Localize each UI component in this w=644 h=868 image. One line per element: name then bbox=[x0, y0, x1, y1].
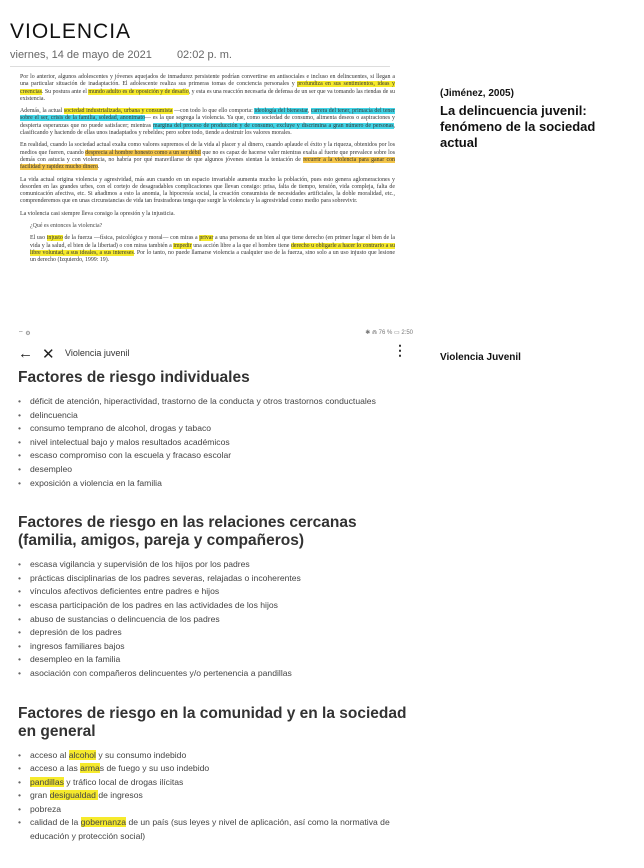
scan-question: ¿Qué es entonces la violencia? bbox=[30, 223, 103, 230]
list-item: • pobreza bbox=[18, 803, 413, 817]
risk-factors-content bbox=[18, 369, 413, 868]
list-item: • consumo temprano de alcohol, drogas y tabaco bbox=[18, 422, 413, 436]
highlighted-text: gobernanza bbox=[80, 817, 127, 828]
list-item: • ingresos familiares bajos bbox=[18, 640, 413, 654]
risk-list bbox=[18, 558, 413, 680]
scan-paragraph-3: En realidad, cuando la sociedad actual exalta como valores supremos el de la vida al placer y al dinero, cuando aplaude el éxito y la riqueza, obtenidos por los medios que fueren, cuando desprecia al hombre honesto como a un ser débil que no es capaz de hacerse valer mientras exalta al fuerte que prevalece sobre los demás con astucia y con violencia, no habría por qué maravillarse de que algunos jóvenes sientan la tentación de recurrir a la violencia para ganar con facilidad y rapidez mucho dinero. bbox=[20, 142, 396, 171]
section-heading: Factores de riesgo en las relaciones cercanas (familia, amigos, pareja y compañeros) bbox=[18, 514, 357, 550]
app-title: Violencia juvenil bbox=[65, 348, 130, 358]
phone-status-bar bbox=[18, 327, 413, 339]
list-item: • prácticas disciplinarias de los padres severas, relajadas o incoherentes bbox=[18, 572, 413, 586]
list-item: • pandillas y tráfico local de drogas ilícitas bbox=[18, 776, 413, 790]
list-item: • delincuencia bbox=[18, 409, 413, 423]
reference-title: La delincuencia juvenil: fenómeno de la sociedad actual bbox=[440, 103, 596, 150]
list-item: • abuso de sustancias o delincuencia de los padres bbox=[18, 613, 413, 627]
risk-list bbox=[18, 395, 413, 490]
list-item: • nivel intelectual bajo y malos resultados académicos bbox=[18, 436, 413, 450]
more-menu-icon[interactable]: ⋮ bbox=[393, 342, 407, 358]
scan-paragraph-5: La violencia casi siempre lleva consigo la opresión y la injusticia. bbox=[20, 210, 175, 217]
list-item: • acceso al alcohol y su consumo indebido bbox=[18, 749, 413, 763]
list-item: • asociación con compañeros delincuentes y/o pertenencia a pandillas bbox=[18, 667, 413, 681]
phone-app-bar bbox=[18, 343, 413, 365]
status-right: ✱ ⋒ 76 % ▭ 2:50 bbox=[365, 330, 413, 336]
list-item: • desempleo bbox=[18, 463, 413, 477]
list-item: • desempleo en la familia bbox=[18, 653, 413, 667]
highlighted-text: arma bbox=[80, 763, 100, 774]
status-left: ⌔ ⚙ bbox=[18, 331, 31, 337]
section-relationships bbox=[18, 514, 413, 680]
scanned-book-page bbox=[20, 74, 395, 320]
list-item: • gran desigualdad de ingresos bbox=[18, 789, 413, 803]
highlighted-text: alcohol bbox=[68, 749, 96, 760]
divider bbox=[10, 66, 390, 67]
list-item: • vínculos afectivos deficientes entre padres e hijos bbox=[18, 585, 413, 599]
note-time: 02:02 p. m. bbox=[176, 49, 232, 61]
highlighted-text: pandillas bbox=[30, 776, 64, 787]
list-item: • exposición a violencia en la familia bbox=[18, 477, 413, 491]
scan-paragraph-7: El uso injusto de la fuerza —física, psicológica y moral— con miras a privar a una persona de un bien al que tiene derecho (en primer lugar el bien de la vida y la salud, el bien de la libertad) o con miras también a impedir una acción libre a la que el hombre tiene derecho u obligarle a hacer lo contrario a su libre voluntad, a sus ideales, a sus intereses. Por lo tanto, no puede llamarse violencia a cualquier uso de la fuerza, sino solo a un uso injusto que lesione un derecho (Izquierdo, 1999: 19). bbox=[30, 235, 396, 264]
close-icon[interactable]: ✕ bbox=[42, 346, 55, 363]
side-label: Violencia Juvenil bbox=[440, 352, 521, 363]
scan-paragraph-2: Además, la actual sociedad industrializada, urbana y consumista —con todo lo que ello comporta: ideología del bienestar, carrera del tener, primacía del tener sobre el ser, crisis de la familia, soledad, anonimato— es la que segrega la violencia. Ya que, como sociedad de consumo, alimenta deseos o aspiraciones y despierta esperanzas que no puede satisfacer; mientras margina del proceso de producción y de consumo, excluye y discrimina a gran número de personas, clasificando y haciendo de ellas unos inadaptados y rebeldes; pero sobre todo, tiende a destruir los valores morales. bbox=[20, 108, 396, 137]
list-item: • acceso a las armas de fuego y su uso indebido bbox=[18, 762, 413, 776]
section-individual bbox=[18, 369, 413, 490]
risk-list bbox=[18, 749, 413, 844]
page-title: VIOLENCIA bbox=[10, 20, 132, 43]
list-item: • escasa participación de los padres en las actividades de los hijos bbox=[18, 599, 413, 613]
reference-annotation bbox=[440, 88, 635, 151]
scan-paragraph-4: La vida actual origina violencia y agresividad, más aun cuando en un espacio invariable aumenta mucho la población, pues esto genera aglomeraciones y desorden en las grandes urbes, con el cortejo de desagradables complicaciones que llevan consigo: prisa, falta de tiempo, tensión, vida compleja, falta de comunicación afectiva, etc. Si añadimos a esto la anomia, la hipocresía social, la creación consumista de necesidades artificiales, la doble moralidad, etc., comprenderemos que en unas circunstancias de vida tan frustradoras tenga que surgir la violencia y la agresividad como medio para sobrevivir. bbox=[20, 176, 395, 205]
list-item: • déficit de atención, hiperactividad, trastorno de la conducta y otros trastornos conductuales bbox=[18, 395, 413, 409]
scan-paragraph-1: Por lo anterior, algunos adolescentes y jóvenes aquejados de inmadurez persistente podrían convertirse en antisociales e incluso en delincuentes, si llegan a una particular situación de inadaptación. El adolescente realiza sus primeras tomas de conciencia personales y profundiza en sus sentimientos, ideas y creencias. Su postura ante el mundo adulto es de oposición y de desafío, y esta es una reacción necesaria de defensa de un ser que va tomando las riendas de su existencia. bbox=[20, 74, 396, 102]
list-item: • calidad de la gobernanza de un país (sus leyes y nivel de aplicación, así como la normativa de educación y protección social) bbox=[18, 816, 413, 843]
section-heading: Factores de riesgo en la comunidad y en la sociedad en general bbox=[18, 704, 407, 740]
section-heading: Factores de riesgo individuales bbox=[18, 369, 250, 386]
list-item: • escasa vigilancia y supervisión de los hijos por los padres bbox=[18, 558, 413, 572]
list-item: • depresión de los padres bbox=[18, 626, 413, 640]
reference-author: (Jiménez, 2005) bbox=[440, 88, 514, 99]
highlighted-text: desigualdad bbox=[49, 790, 99, 801]
section-community bbox=[18, 705, 413, 844]
note-date: viernes, 14 de mayo de 2021 bbox=[10, 49, 152, 61]
back-arrow-icon[interactable]: ← bbox=[18, 345, 33, 362]
note-datetime bbox=[10, 49, 232, 61]
list-item: • escaso compromiso con la escuela y fracaso escolar bbox=[18, 449, 413, 463]
